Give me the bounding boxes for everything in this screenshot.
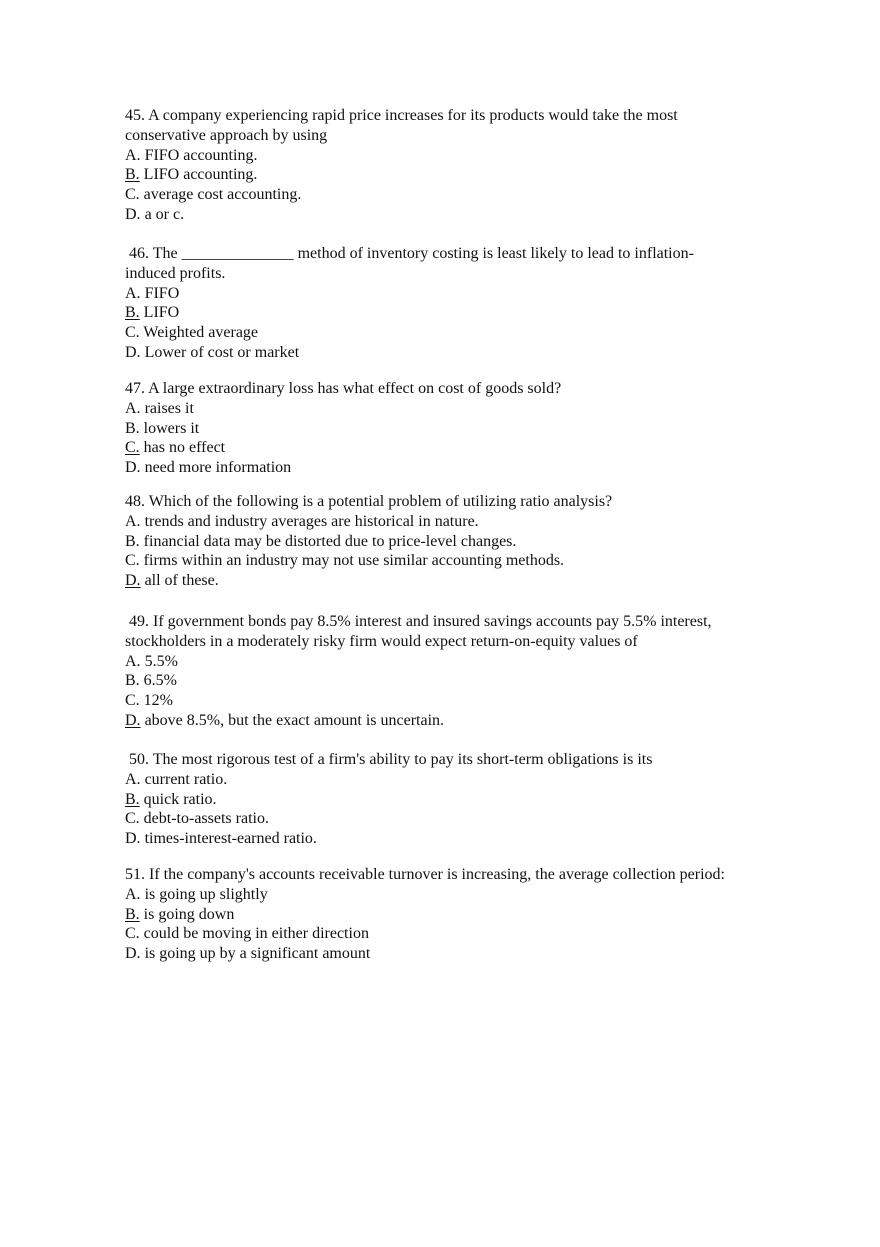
answer-option: [125, 303, 825, 323]
answer-option: [125, 532, 825, 552]
answer-option: [125, 323, 825, 343]
question-stem-line: 50. The most rigorous test of a firm's ability to pay its short-term obligations is its: [125, 751, 653, 768]
option-text: has no effect: [139, 439, 226, 457]
answer-option: [125, 905, 825, 925]
option-letter: B.: [125, 419, 140, 437]
answer-option: [125, 790, 825, 810]
answer-option: [125, 944, 825, 964]
question-stem-line: conservative approach by using: [125, 126, 328, 144]
answer-option: [125, 885, 825, 905]
answer-option: [125, 924, 825, 944]
option-text: firms within an industry may not use similar accounting methods.: [139, 552, 565, 570]
answer-option: [125, 205, 825, 225]
correct-answer-letter: B.: [125, 166, 140, 184]
question-block: [125, 244, 825, 363]
question-block: [125, 106, 825, 225]
question-stem-line: 45. A company experiencing rapid price increases for its products would take the most: [125, 107, 678, 124]
correct-answer-letter: C.: [125, 439, 140, 457]
correct-answer-letter: B.: [125, 790, 140, 808]
answer-option: [125, 551, 825, 571]
option-text: quick ratio.: [139, 790, 217, 808]
option-text: above 8.5%, but the exact amount is uncertain.: [140, 711, 445, 729]
question-block: [125, 492, 825, 591]
answer-option: [125, 343, 825, 363]
option-letter: A.: [125, 885, 141, 903]
option-text: could be moving in either direction: [139, 925, 369, 943]
answer-option: [125, 419, 825, 439]
answer-option: [125, 284, 825, 304]
option-letter: D.: [125, 205, 141, 223]
option-text: is going up by a significant amount: [140, 945, 371, 963]
answer-option: [125, 671, 825, 691]
option-letter: A.: [125, 512, 141, 530]
answer-option: [125, 458, 825, 478]
question-block: [125, 612, 825, 731]
correct-answer-letter: B.: [125, 304, 140, 322]
question-stem-line: stockholders in a moderately risky firm would expect return-on-equity values of: [125, 632, 638, 650]
option-letter: A.: [125, 284, 141, 302]
option-letter: C.: [125, 552, 140, 570]
option-letter: D.: [125, 343, 141, 361]
option-text: LIFO accounting.: [139, 166, 258, 184]
option-text: 6.5%: [139, 672, 177, 690]
option-text: Weighted average: [139, 324, 259, 342]
question-block: [125, 750, 825, 849]
question-block: [125, 379, 825, 478]
answer-option: [125, 438, 825, 458]
option-letter: C.: [125, 925, 140, 943]
correct-answer-letter: B.: [125, 905, 140, 923]
option-text: lowers it: [139, 419, 200, 437]
option-letter: A.: [125, 652, 141, 670]
answer-option: [125, 829, 825, 849]
option-letter: C.: [125, 692, 140, 710]
correct-answer-letter: D.: [125, 572, 141, 590]
answer-option: [125, 185, 825, 205]
option-letter: B.: [125, 532, 140, 550]
question-stem-line: 48. Which of the following is a potential problem of utilizing ratio analysis?: [125, 493, 613, 510]
question-block: [125, 865, 825, 964]
answer-option: [125, 165, 825, 185]
question-stem-line: 47. A large extraordinary loss has what effect on cost of goods sold?: [125, 380, 562, 397]
option-letter: D.: [125, 945, 141, 963]
option-text: FIFO: [140, 284, 180, 302]
option-text: current ratio.: [140, 770, 228, 788]
option-letter: A.: [125, 399, 141, 417]
option-text: debt-to-assets ratio.: [139, 810, 269, 828]
answer-option: [125, 512, 825, 532]
answer-option: [125, 571, 825, 591]
question-stem-line: induced profits.: [125, 264, 226, 282]
option-text: a or c.: [140, 205, 185, 223]
option-text: raises it: [140, 399, 194, 417]
answer-option: [125, 399, 825, 419]
option-letter: C.: [125, 324, 140, 342]
correct-answer-letter: D.: [125, 711, 141, 729]
question-stem-line: 49. If government bonds pay 8.5% interest and insured savings accounts pay 5.5% interest,: [125, 613, 712, 630]
option-text: 12%: [139, 692, 173, 710]
answer-option: [125, 711, 825, 731]
option-letter: C.: [125, 186, 140, 204]
option-text: 5.5%: [140, 652, 178, 670]
answer-option: [125, 146, 825, 166]
option-text: is going up slightly: [140, 885, 268, 903]
answer-option: [125, 770, 825, 790]
option-text: Lower of cost or market: [140, 343, 300, 361]
option-letter: A.: [125, 770, 141, 788]
option-letter: A.: [125, 146, 141, 164]
question-stem-line: 46. The ______________ method of inventory costing is least likely to lead to inflation-: [125, 245, 694, 262]
answer-option: [125, 809, 825, 829]
option-letter: D.: [125, 830, 141, 848]
option-text: average cost accounting.: [139, 186, 302, 204]
option-text: all of these.: [140, 572, 219, 590]
option-text: need more information: [140, 459, 292, 477]
option-text: times-interest-earned ratio.: [140, 830, 317, 848]
option-text: is going down: [139, 905, 235, 923]
answer-option: [125, 691, 825, 711]
option-text: LIFO: [139, 304, 180, 322]
option-letter: B.: [125, 672, 140, 690]
option-text: FIFO accounting.: [140, 146, 258, 164]
option-letter: D.: [125, 459, 141, 477]
option-letter: C.: [125, 810, 140, 828]
option-text: trends and industry averages are historical in nature.: [140, 512, 479, 530]
question-stem-line: 51. If the company's accounts receivable turnover is increasing, the average collection period:: [125, 866, 725, 883]
answer-option: [125, 652, 825, 672]
option-text: financial data may be distorted due to price-level changes.: [139, 532, 517, 550]
